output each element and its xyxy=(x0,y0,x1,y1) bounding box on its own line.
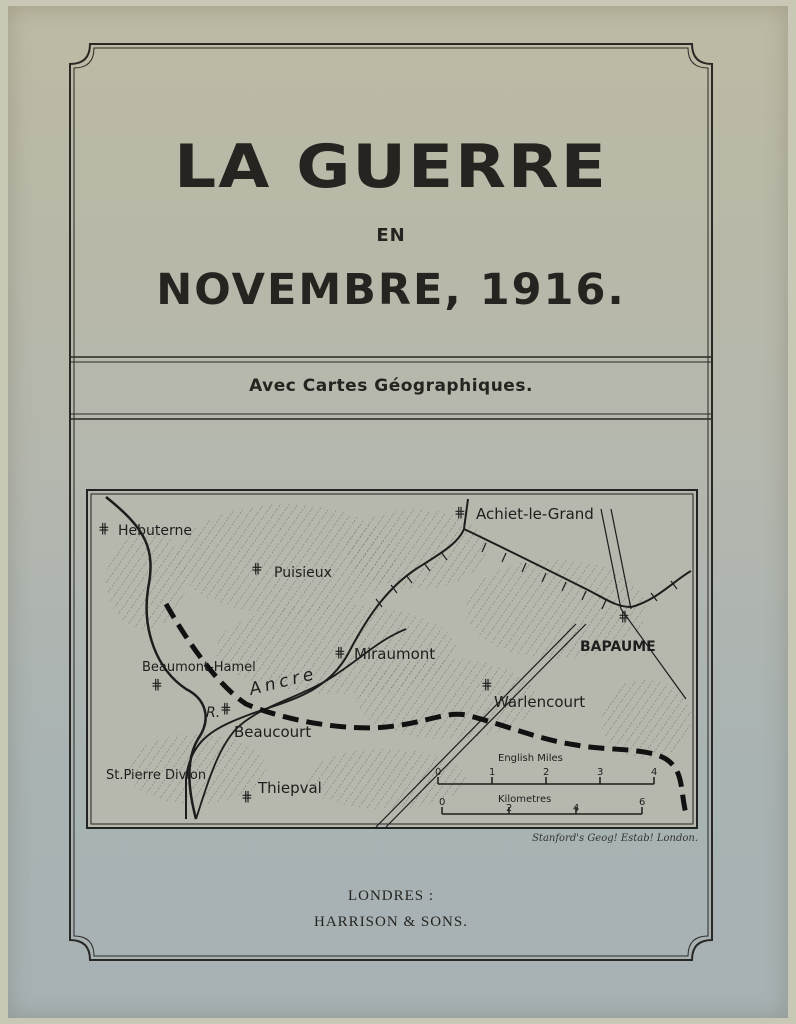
svg-text:⋕: ⋕ xyxy=(98,521,110,537)
place-st-pierre-divion: St.Pierre Divion xyxy=(106,768,207,783)
map-credit: Stanford's Geog! Estab! London. xyxy=(532,833,698,844)
subtitle: Avec Cartes Géographiques. xyxy=(249,376,533,396)
svg-text:⋕: ⋕ xyxy=(334,645,346,661)
publisher-name: HARRISON & SONS. xyxy=(314,914,468,930)
miles-label: English Miles xyxy=(498,753,563,764)
place-hebuterne: Hebuterne xyxy=(118,523,192,539)
km-tick-0: 0 xyxy=(439,797,446,808)
km-tick-4: 4 xyxy=(573,803,580,814)
place-bapaume: BAPAUME xyxy=(580,639,656,655)
title-date: NOVEMBRE, 1916. xyxy=(156,265,626,315)
publisher-city: LONDRES : xyxy=(347,888,435,904)
place-beaucourt: Beaucourt xyxy=(234,723,312,741)
mile-tick-0: 0 xyxy=(435,767,442,778)
svg-text:⋕: ⋕ xyxy=(151,677,163,693)
km-tick-2: 2 xyxy=(506,803,513,814)
km-tick-6: 6 xyxy=(639,797,646,808)
mile-tick-2: 2 xyxy=(543,767,550,778)
mile-tick-1: 1 xyxy=(489,767,496,778)
svg-text:⋕: ⋕ xyxy=(454,505,466,521)
river-prefix: R. xyxy=(206,705,221,721)
svg-text:⋕: ⋕ xyxy=(241,789,253,805)
place-warlencourt: Warlencourt xyxy=(494,693,586,711)
title-connector: EN xyxy=(376,225,406,246)
svg-text:⋕: ⋕ xyxy=(618,609,630,625)
place-thiepval: Thiepval xyxy=(258,779,322,797)
svg-text:⋕: ⋕ xyxy=(220,701,232,717)
mile-tick-3: 3 xyxy=(597,767,604,778)
place-achiet: Achiet-le-Grand xyxy=(476,505,594,523)
page-title: LA GUERRE xyxy=(174,131,608,202)
svg-text:⋕: ⋕ xyxy=(251,561,263,577)
mile-tick-4: 4 xyxy=(651,767,658,778)
river-ancre: Ancre xyxy=(247,663,320,700)
place-miraumont: Miraumont xyxy=(354,645,436,663)
svg-text:⋕: ⋕ xyxy=(481,677,493,693)
place-puisieux: Puisieux xyxy=(274,565,332,581)
place-beaumont-hamel: Beaumont-Hamel xyxy=(142,660,256,675)
map-figure xyxy=(86,489,698,829)
km-label: Kilometres xyxy=(498,794,552,805)
